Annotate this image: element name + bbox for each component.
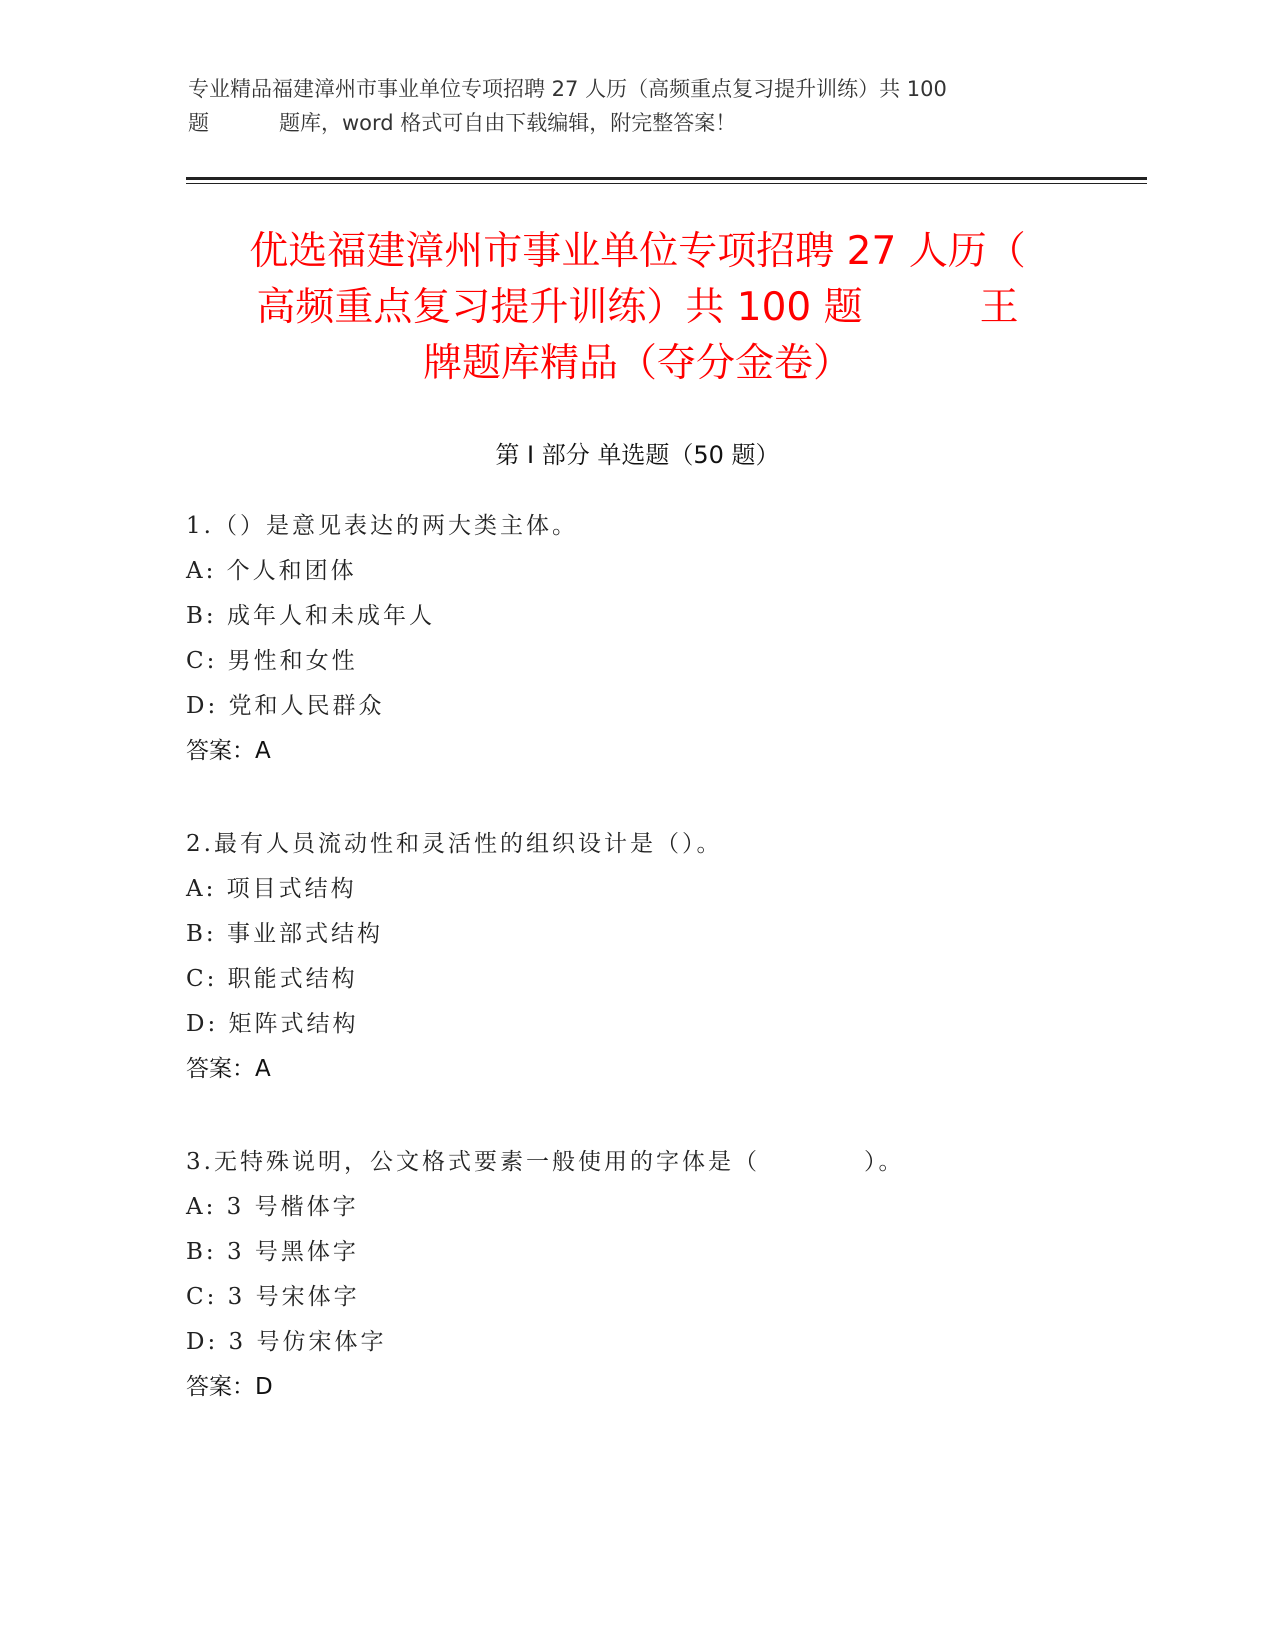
question-stem: 3.无特殊说明，公文格式要素一般使用的字体是（ ）。 xyxy=(186,1149,905,1175)
answer-line: 答案：A xyxy=(186,1056,271,1082)
header-divider-thick xyxy=(186,177,1147,180)
option-c: C: 男性和女性 xyxy=(186,648,358,674)
option-c: C: 职能式结构 xyxy=(186,966,358,992)
option-d: D: 矩阵式结构 xyxy=(186,1011,359,1037)
option-c: C: 3 号宋体字 xyxy=(186,1284,360,1310)
header-line-2 xyxy=(188,106,1088,140)
header-line-2-end: 题库，word 格式可自由下载编辑，附完整答案！ xyxy=(279,111,737,135)
option-b: B: 成年人和未成年人 xyxy=(186,603,435,629)
document-header xyxy=(188,72,1088,140)
option-b: B: 事业部式结构 xyxy=(186,921,383,947)
answer-line: 答案：A xyxy=(186,738,271,764)
option-a: A: 3 号楷体字 xyxy=(186,1194,359,1220)
section-title: 第 I 部分 单选题（50 题） xyxy=(495,441,780,469)
header-divider-thin xyxy=(186,183,1147,184)
document-title xyxy=(180,224,1095,392)
title-line-3: 牌题库精品（夺分金卷） xyxy=(422,341,852,386)
question-block-3 xyxy=(186,1140,1086,1410)
answer-line: 答案：D xyxy=(186,1374,273,1400)
option-a: A: 个人和团体 xyxy=(186,558,357,584)
question-stem: 1.（）是意见表达的两大类主体。 xyxy=(186,513,578,539)
header-line-2-start: 题 xyxy=(188,111,209,135)
option-d: D: 3 号仿宋体字 xyxy=(186,1329,387,1355)
option-d: D: 党和人民群众 xyxy=(186,693,385,719)
option-b: B: 3 号黑体字 xyxy=(186,1239,359,1265)
question-block-1 xyxy=(186,504,1086,774)
title-line-1: 优选福建漳州市事业单位专项招聘 27 人历（ xyxy=(249,229,1026,274)
option-a: A: 项目式结构 xyxy=(186,876,357,902)
question-block-2 xyxy=(186,822,1086,1092)
header-line-1: 专业精品福建漳州市事业单位专项招聘 27 人历（高频重点复习提升训练）共 100 xyxy=(188,77,947,101)
title-line-2: 高频重点复习提升训练）共 100 题 王 xyxy=(256,285,1019,330)
question-stem: 2.最有人员流动性和灵活性的组织设计是（）。 xyxy=(186,831,723,857)
